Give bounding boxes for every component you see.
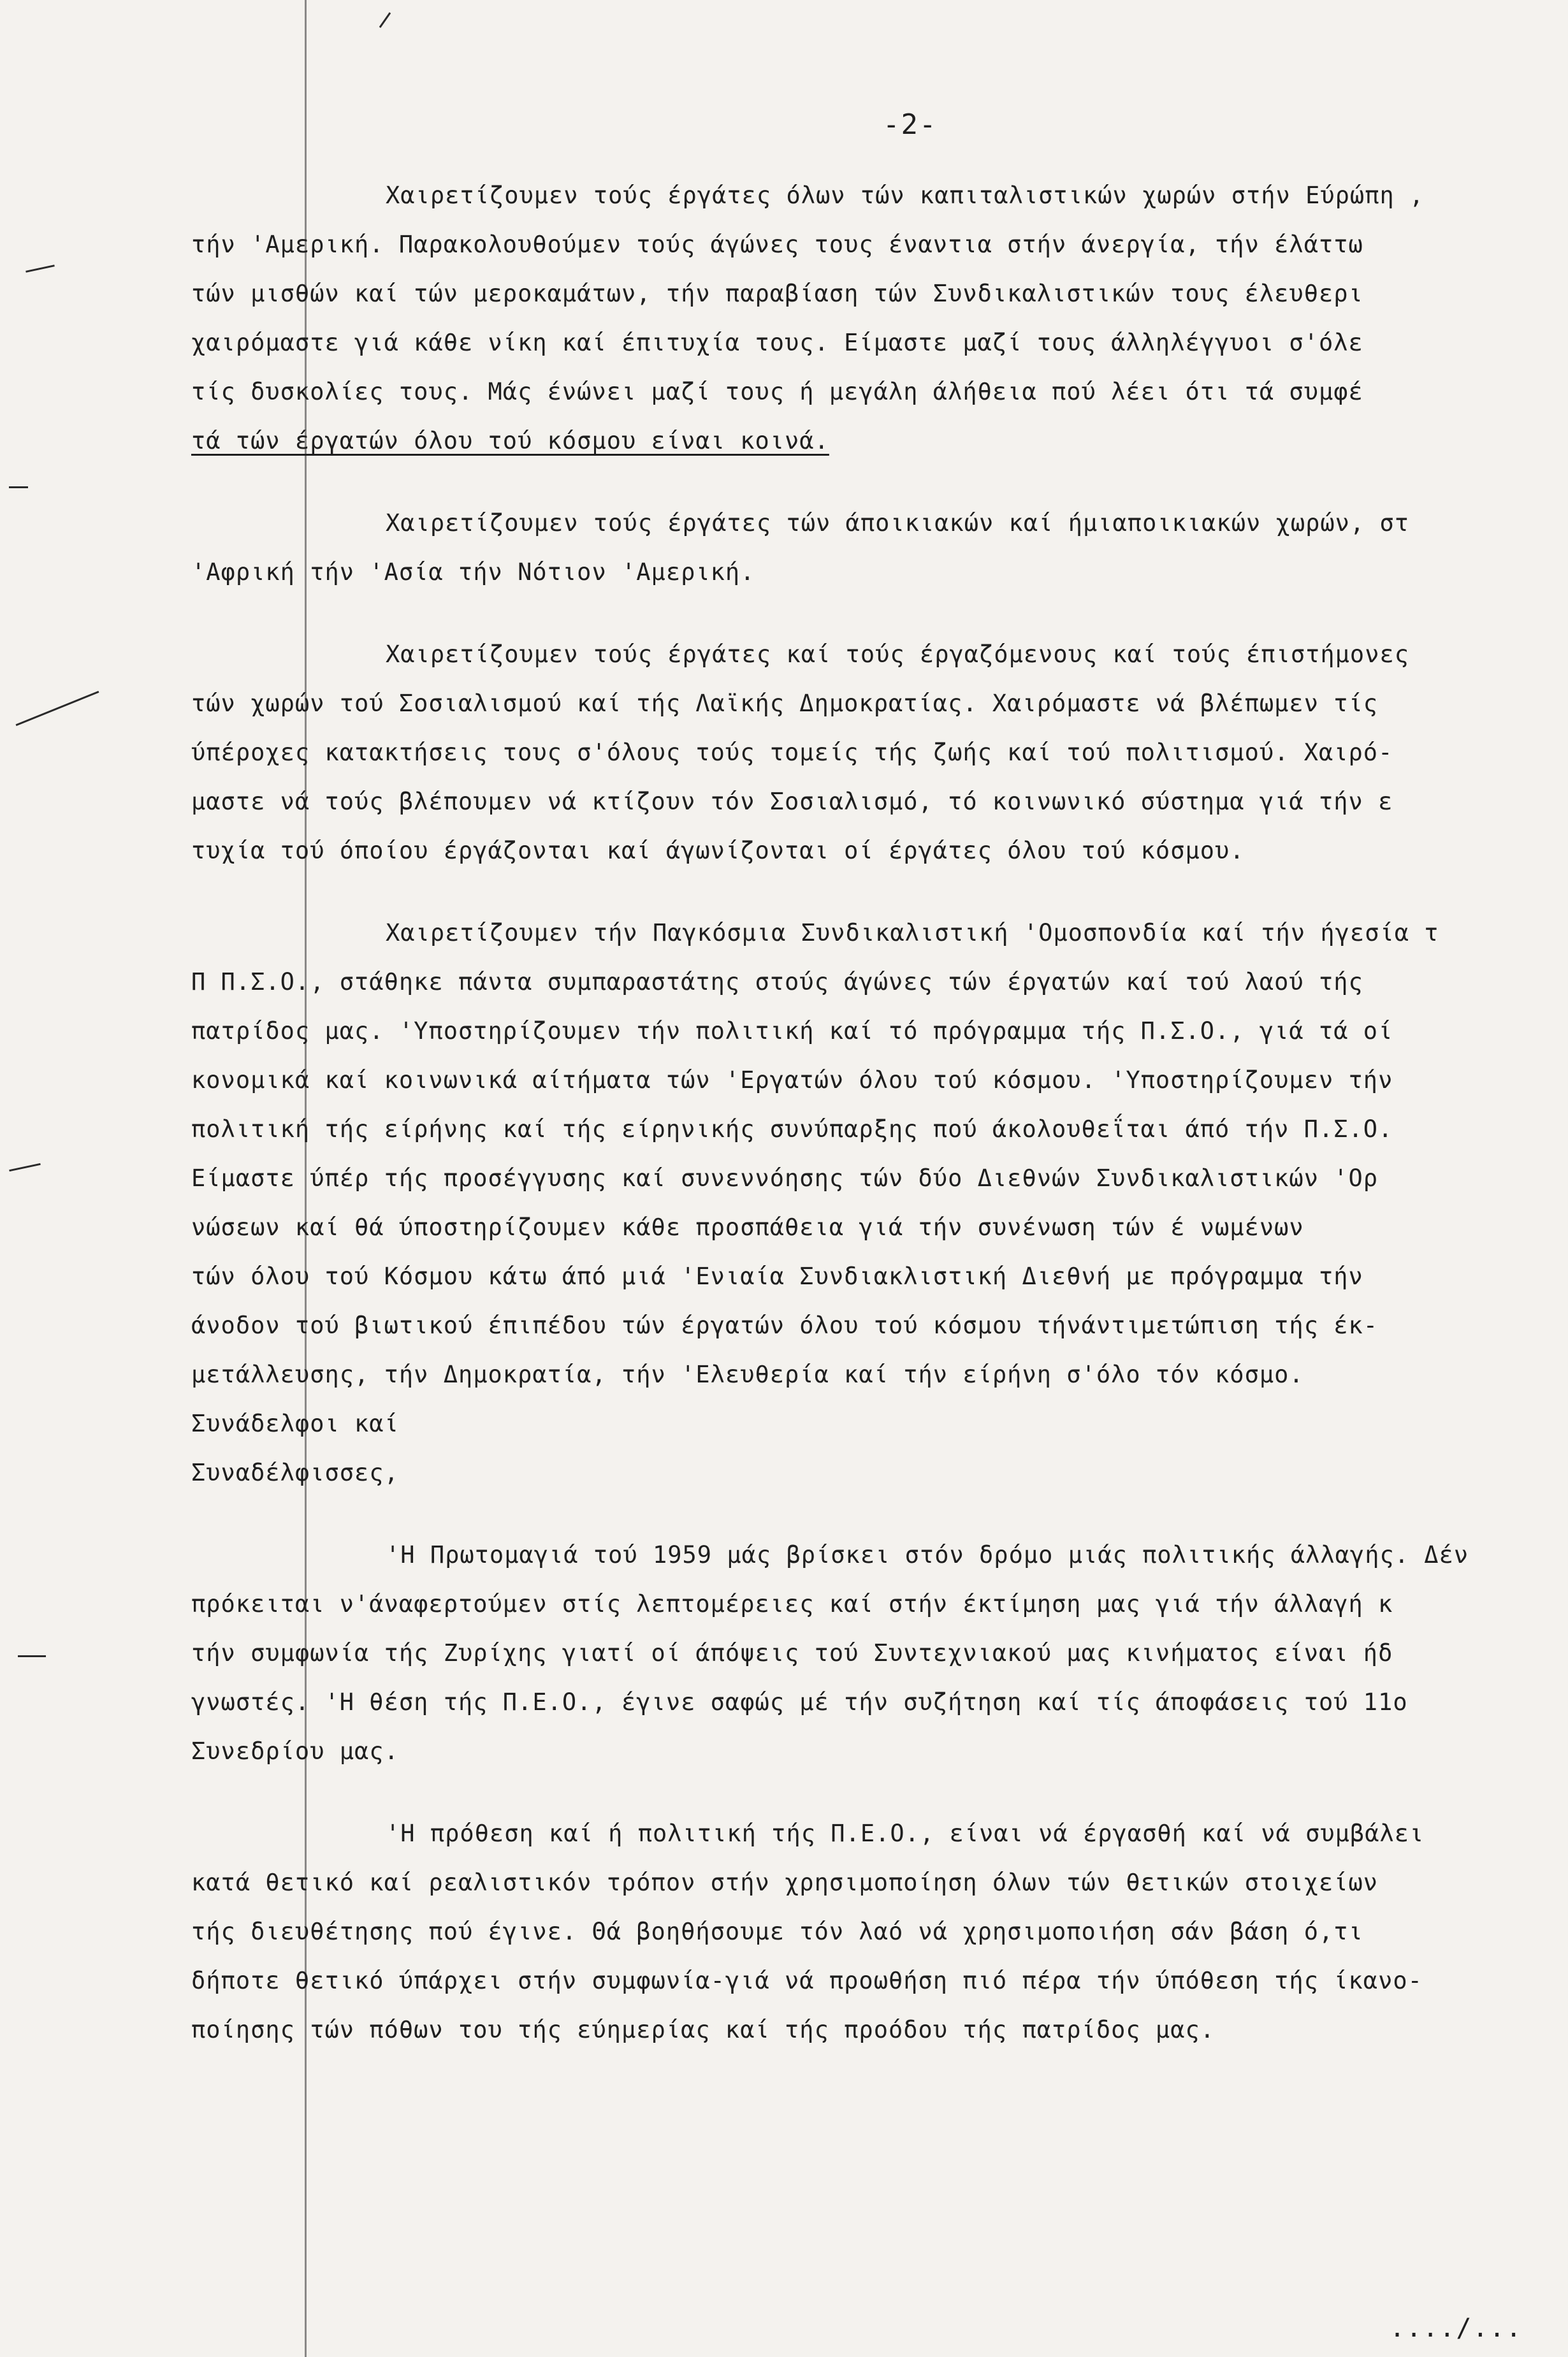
- text-line: τήν 'Αμερική. Παρακολουθούμεν τούς άγώνες τους έναντια στήν άνεργία, τήν έλάττω: [191, 231, 1363, 258]
- margin-mark: [9, 1163, 41, 1171]
- text-line: Χαιρετίζουμεν τούς έργάτες όλων τών καπιταλιστικών χωρών στήν Εύρώπη ,: [386, 182, 1425, 209]
- underlined-text-line: τά τών έργατών όλου τού κόσμου είναι κοινά.: [191, 427, 829, 454]
- text-line: 'Η πρόθεση καί ή πολιτική τής Π.Ε.Ο., είναι νά έργασθή καί νά συμβάλει: [386, 1820, 1425, 1847]
- text-line: Είμαστε ύπέρ τής προσέγγυσης καί συνεννόησης τών δύο Διεθνών Συνδικαλιστικών 'Ορ: [191, 1164, 1379, 1192]
- text-line: χαιρόμαστε γιά κάθε νίκη καί έπιτυχία τους. Είμαστε μαζί τους άλληλέγγυοι σ'όλε: [191, 329, 1363, 356]
- text-line: 'Αφρική τήν 'Ασία τήν Νότιον 'Αμερική.: [191, 558, 755, 586]
- text-line: δήποτε θετικό ύπάρχει στήν συμφωνία-γιά νά προωθήση πιό πέρα τήν ύπόθεση τής ίκανο-: [191, 1967, 1423, 1994]
- text-line: τήν συμφωνία τής Ζυρίχης γιατί οί άπόψεις τού Συντεχνιακού μας κινήματος είναι ήδ: [191, 1639, 1393, 1667]
- continuation-marker: ..../...: [1390, 2314, 1523, 2343]
- paragraph-gap: [191, 1776, 1536, 1809]
- paragraph: [191, 498, 1536, 597]
- text-line: Χαιρετίζουμεν τούς έργάτες τών άποικιακών καί ήμιαποικιακών χωρών, στ: [386, 509, 1410, 537]
- text-line: πολιτική τής είρήνης καί τής είρηνικής συνύπαρξης πού άκολουθεΐται άπό τήν Π.Σ.Ο.: [191, 1115, 1393, 1143]
- paragraph-gap: [191, 875, 1536, 908]
- paragraph-gap: [191, 597, 1536, 630]
- paragraph: [191, 171, 1536, 465]
- paragraph-gap: [191, 1497, 1536, 1530]
- paragraph: [191, 1809, 1536, 2054]
- text-line: τών μισθών καί τών μεροκαμάτων, τήν παραβίαση τών Συνδικαλιστικών τους έλευθερι: [191, 280, 1363, 307]
- text-line: τίς δυσκολίες τους. Μάς ένώνει μαζί τους ή μεγάλη άλήθεια πού λέει ότι τά συμφέ: [191, 378, 1363, 405]
- page-number: -2-: [883, 108, 938, 141]
- text-line: τών χωρών τού Σοσιαλισμού καί τής Λαϊκής Δημοκρατίας. Χαιρόμαστε νά βλέπωμεν τίς: [191, 690, 1379, 717]
- margin-mark: [16, 691, 99, 726]
- text-line: Π Π.Σ.Ο., στάθηκε πάντα συμπαραστάτης στούς άγώνες τών έργατών καί τού λαού τής: [191, 968, 1363, 996]
- text-line: Χαιρετίζουμεν τήν Παγκόσμια Συνδικαλιστική 'Ομοσπονδία καί τήν ήγεσία τ: [386, 919, 1439, 946]
- margin-mark: [9, 486, 28, 488]
- text-line: τυχία τού όποίου έργάζονται καί άγωνίζονται οί έργάτες όλου τού κόσμου.: [191, 837, 1245, 864]
- paragraph-gap: [191, 465, 1536, 498]
- margin-mark: [25, 265, 55, 272]
- text-line: άνοδον τού βιωτικού έπιπέδου τών έργατών όλου τού κόσμου τήνάντιμετώπιση τής έκ-: [191, 1312, 1379, 1339]
- paragraph: [191, 630, 1536, 875]
- margin-mark: [379, 12, 391, 28]
- text-line: Συνεδρίου μας.: [191, 1737, 399, 1765]
- text-line: γνωστές. 'Η θέση τής Π.Ε.Ο., έγινε σαφώς μέ τήν συζήτηση καί τίς άποφάσεις τού 11ο: [191, 1688, 1408, 1716]
- text-line: μαστε νά τούς βλέπουμεν νά κτίζουν τόν Σοσιαλισμό, τό κοινωνικό σύστημα γιά τήν ε: [191, 788, 1393, 815]
- text-line: κατά θετικό καί ρεαλιστικόν τρόπον στήν χρησιμοποίηση όλων τών θετικών στοιχείων: [191, 1869, 1379, 1896]
- text-line: τών όλου τού Κόσμου κάτω άπό μιά 'Ενιαία Συνδιακλιστική Διεθνή με πρόγραμμα τήν: [191, 1263, 1363, 1290]
- text-line: μετάλλευσης, τήν Δημοκρατία, τήν 'Ελευθερία καί τήν είρήνη σ'όλο τόν κόσμο.: [191, 1361, 1304, 1388]
- paragraph: [191, 908, 1536, 1399]
- text-line: ποίησης τών πόθων του τής εύημερίας καί τής προόδου τής πατρίδος μας.: [191, 2016, 1216, 2043]
- margin-mark: [18, 1655, 46, 1657]
- text-line: 'Η Πρωτομαγιά τού 1959 μάς βρίσκει στόν δρόμο μιάς πολιτικής άλλαγής. Δέν: [386, 1541, 1469, 1569]
- text-line: Χαιρετίζουμεν τούς έργάτες καί τούς έργαζόμενους καί τούς έπιστήμονες: [386, 641, 1410, 668]
- text-line: νώσεων καί θά ύποστηρίζουμεν κάθε προσπάθεια γιά τήν συνένωση τών έ νωμένων: [191, 1214, 1304, 1241]
- text-line: Συναδέλφισσες,: [191, 1459, 399, 1486]
- text-line: ύπέροχες κατακτήσεις τους σ'όλους τούς τομείς τής ζωής καί τού πολιτισμού. Χαιρό-: [191, 739, 1393, 766]
- text-line: Συνάδελφοι καί: [191, 1410, 399, 1437]
- paragraph: [191, 1530, 1536, 1776]
- salutation: [191, 1399, 1536, 1497]
- document-body: [191, 171, 1536, 2054]
- text-line: τής διευθέτησης πού έγινε. Θά βοηθήσουμε τόν λαό νά χρησιμοποιήση σάν βάση ό,τι: [191, 1918, 1363, 1945]
- text-line: πατρίδος μας. 'Υποστηρίζουμεν τήν πολιτική καί τό πρόγραμμα τής Π.Σ.Ο., γιά τά οί: [191, 1017, 1393, 1045]
- text-line: κονομικά καί κοινωνικά αίτήματα τών 'Εργατών όλου τού κόσμου. 'Υποστηρίζουμεν τήν: [191, 1066, 1393, 1094]
- text-line: πρόκειται ν'άναφερτούμεν στίς λεπτομέρειες καί στήν έκτίμηση μας γιά τήν άλλαγή κ: [191, 1590, 1393, 1618]
